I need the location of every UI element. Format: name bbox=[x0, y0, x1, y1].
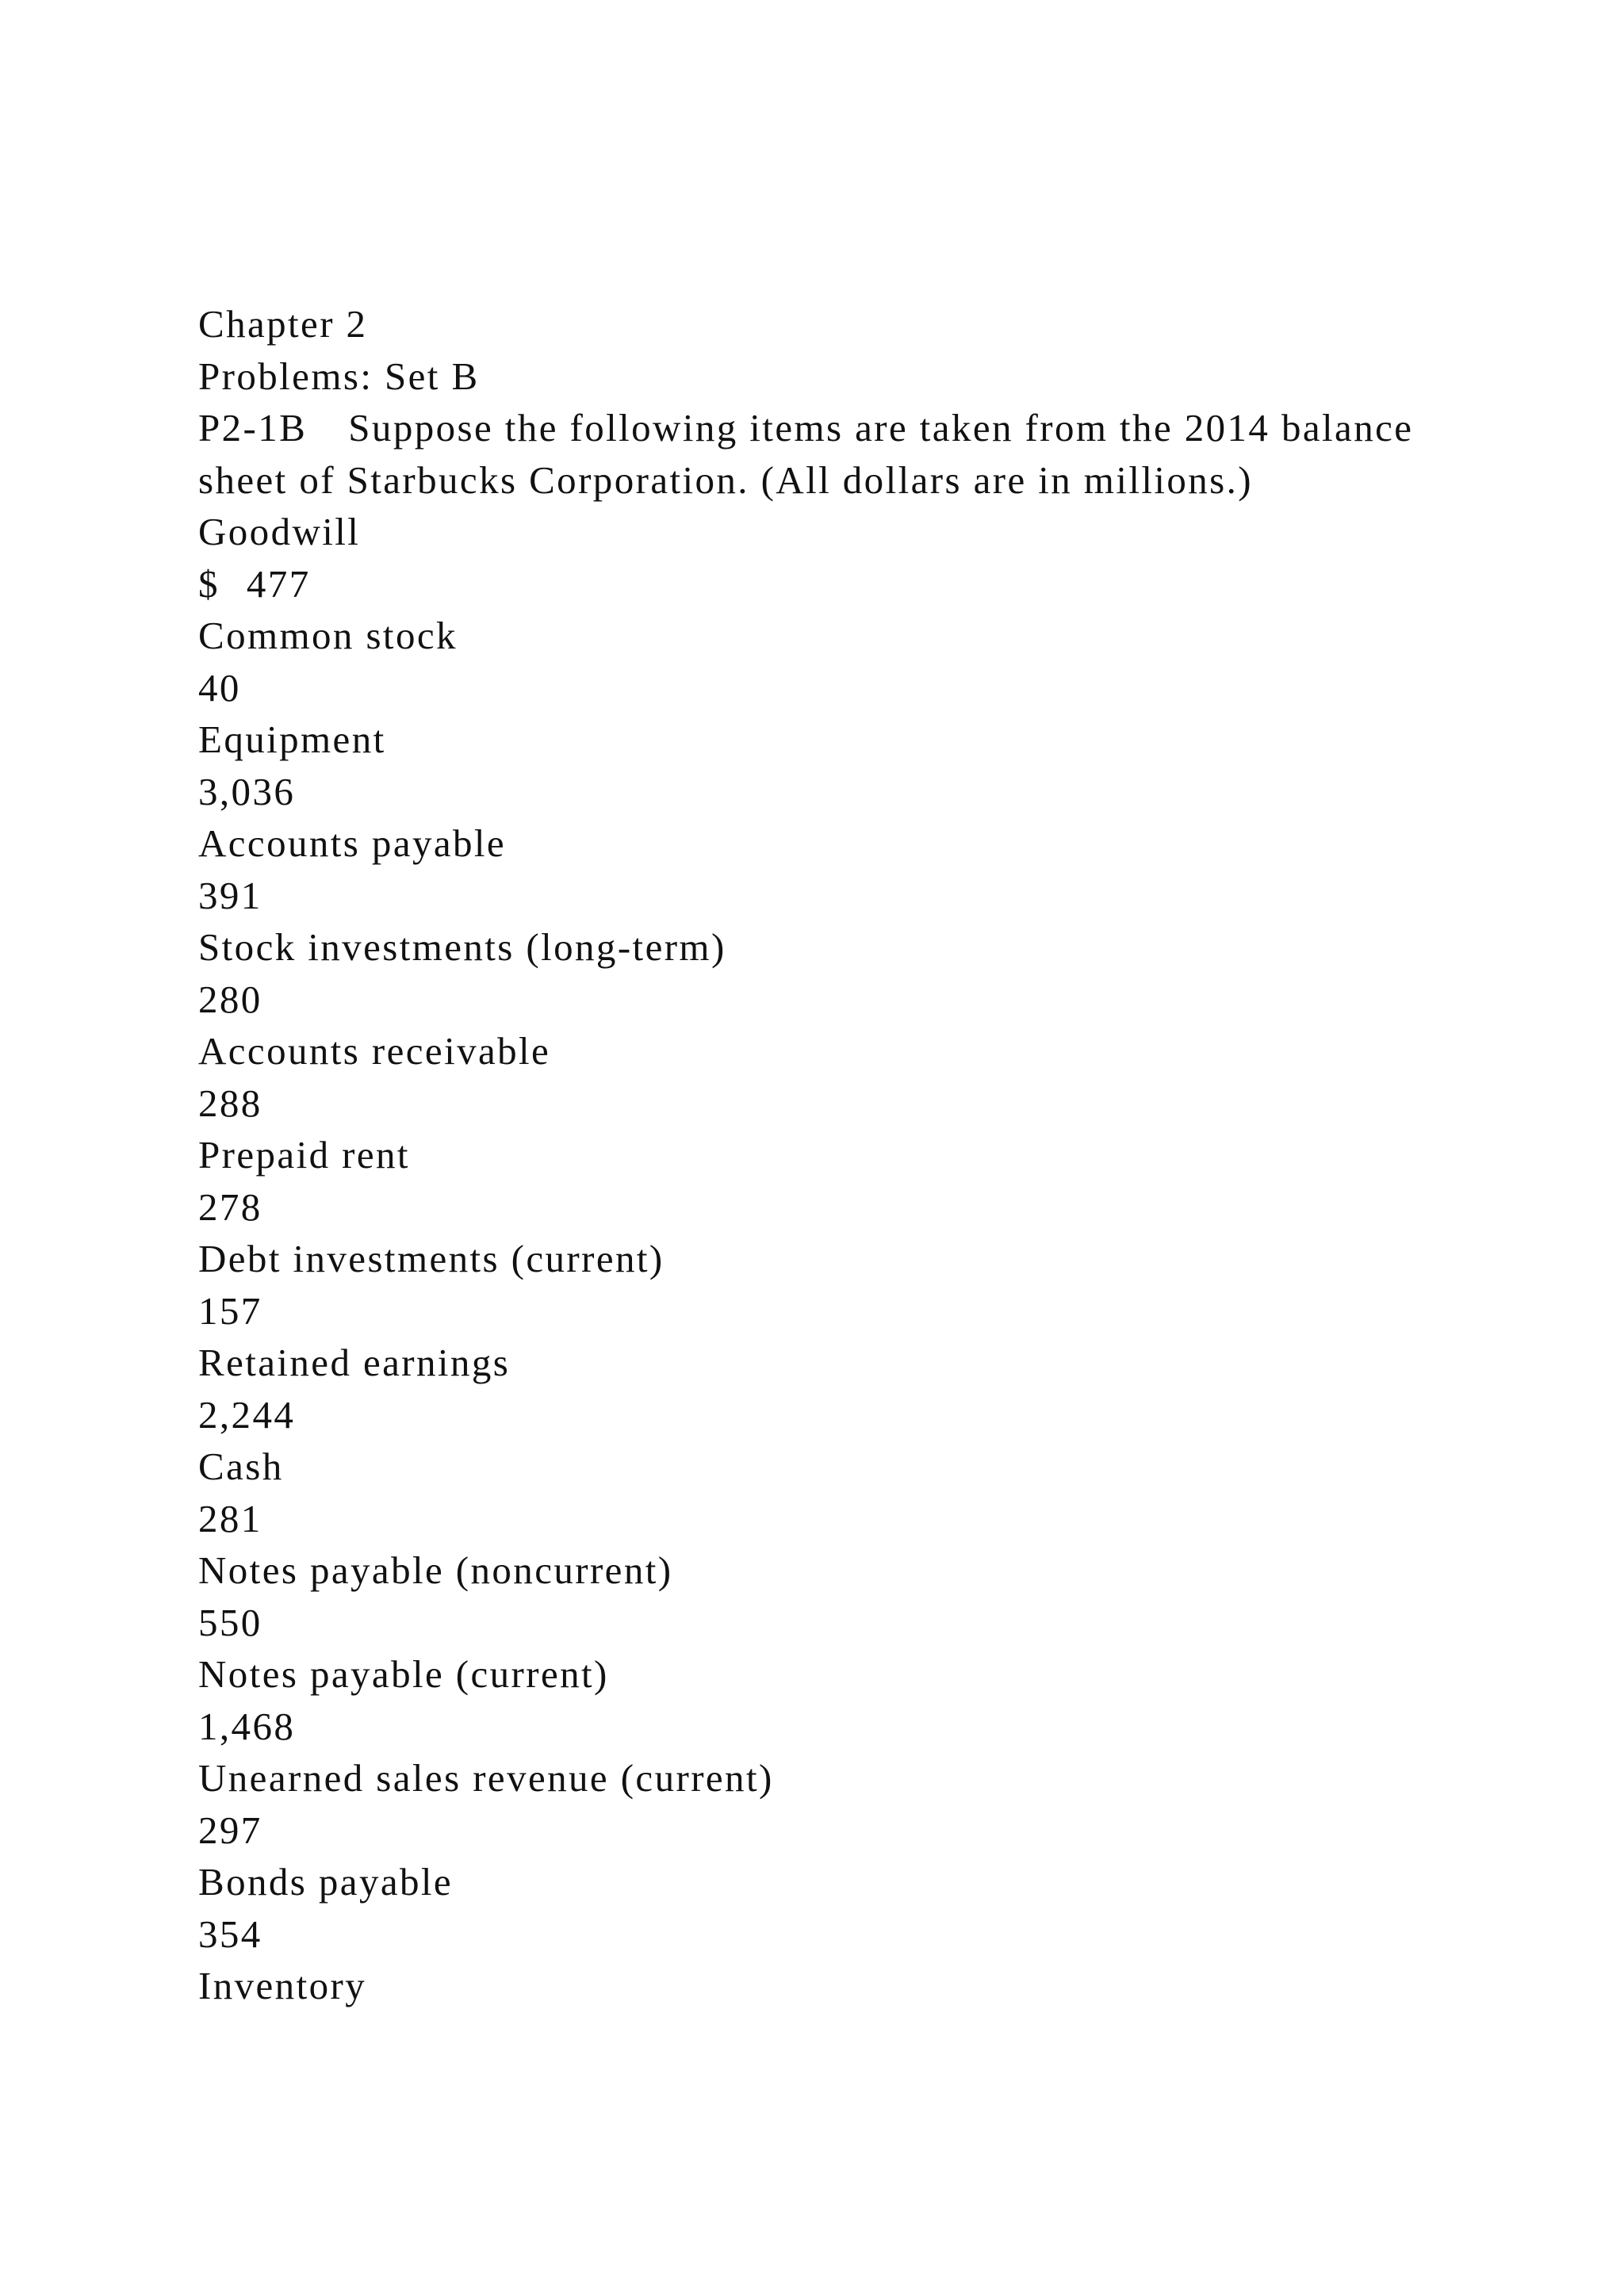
item-value-common-stock: 40 bbox=[198, 665, 241, 710]
problem-text: Suppose the following items are taken from the 2014 balance sheet of Starbucks Corporation. (All dollars are in millions.) bbox=[198, 406, 1414, 502]
item-label-retained-earnings: Retained earnings bbox=[198, 1341, 511, 1384]
item-label-bonds-payable: Bonds payable bbox=[198, 1860, 454, 1904]
item-value-notes-payable-noncurrent: 550 bbox=[198, 1600, 262, 1644]
item-value-notes-payable-current: 1,468 bbox=[198, 1704, 296, 1748]
item-label-inventory: Inventory bbox=[198, 1964, 367, 2007]
currency-symbol: $ bbox=[198, 561, 220, 606]
item-value-unearned-sales-revenue: 297 bbox=[198, 1808, 262, 1852]
item-label-notes-payable-current: Notes payable (current) bbox=[198, 1652, 609, 1696]
item-value-bonds-payable: 354 bbox=[198, 1911, 262, 1956]
item-value-equipment: 3,036 bbox=[198, 769, 296, 813]
item-label-equipment: Equipment bbox=[198, 718, 386, 761]
item-value-cash: 281 bbox=[198, 1496, 262, 1540]
item-label-goodwill: Goodwill bbox=[198, 510, 361, 553]
item-value-retained-earnings: 2,244 bbox=[198, 1392, 296, 1437]
item-label-prepaid-rent: Prepaid rent bbox=[198, 1133, 410, 1177]
item-label-common-stock: Common stock bbox=[198, 614, 458, 657]
item-value-goodwill bbox=[198, 558, 1435, 610]
item-label-accounts-receivable: Accounts receivable bbox=[198, 1029, 551, 1073]
item-label-notes-payable-noncurrent: Notes payable (noncurrent) bbox=[198, 1548, 673, 1592]
item-label-stock-investments: Stock investments (long-term) bbox=[198, 925, 726, 969]
item-value-accounts-payable: 391 bbox=[198, 873, 262, 917]
item-label-unearned-sales-revenue: Unearned sales revenue (current) bbox=[198, 1756, 774, 1800]
problem-statement bbox=[198, 402, 1435, 506]
chapter-heading: Chapter 2 bbox=[198, 302, 368, 346]
item-label-accounts-payable: Accounts payable bbox=[198, 821, 507, 865]
problem-number: P2-1B bbox=[198, 406, 308, 450]
item-label-cash: Cash bbox=[198, 1445, 284, 1488]
section-heading: Problems: Set B bbox=[198, 354, 480, 398]
item-value: 477 bbox=[246, 561, 311, 606]
document-body bbox=[198, 298, 1435, 2012]
item-value-debt-investments: 157 bbox=[198, 1288, 262, 1333]
item-label-debt-investments: Debt investments (current) bbox=[198, 1237, 665, 1280]
item-value-stock-investments: 280 bbox=[198, 977, 262, 1021]
item-value-accounts-receivable: 288 bbox=[198, 1081, 262, 1125]
item-value-prepaid-rent: 278 bbox=[198, 1184, 262, 1229]
